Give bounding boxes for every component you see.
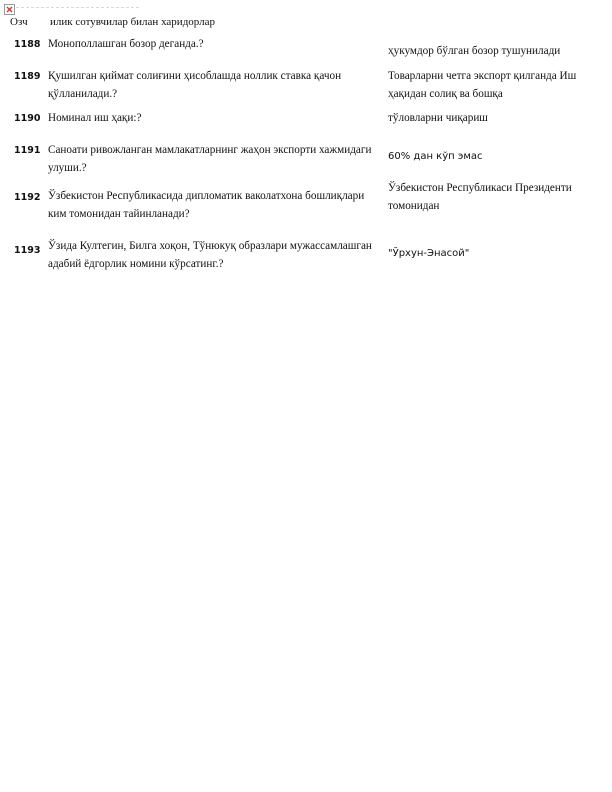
header-col-right: илик сотувчилар билан харидорлар: [50, 16, 216, 28]
question-text: Қушилган қиймат солиғини ҳисоблашда ноллик ставка қачон қўлланилади.?: [48, 70, 342, 100]
answer-text: 60% дан кўп эмас: [388, 151, 483, 162]
answer-text: Ўзбекистон Республикаси Президенти томонидан: [388, 182, 572, 212]
question-text: Ўзида Култегин, Билга хоқон, Тўнюкуқ образлари мужассамлашган адабий ёдгорлик номини кўрсатинг.?: [48, 240, 372, 270]
question-text: Номинал иш ҳақи:?: [48, 112, 142, 124]
faint-header-line: [16, 7, 140, 8]
answer-text: "Ўрхун-Энасой": [388, 248, 470, 259]
broken-image-icon: [4, 4, 15, 15]
row-number: 1192: [14, 192, 41, 203]
row-number: 1191: [14, 145, 41, 156]
row-number: 1188: [14, 39, 41, 50]
answer-text: тўловларни чиқариш: [388, 112, 488, 124]
question-text: Саноати ривожланган мамлакатларнинг жаҳон экспорти хажмидаги улуши.?: [48, 144, 372, 174]
header-col-left: Озч: [10, 16, 28, 28]
answer-text: Товарларни четга экспорт қилганда Иш ҳақидан солиқ ва бошқа: [388, 70, 577, 100]
answer-text: ҳукумдор бўлган бозор тушунилади: [388, 45, 561, 57]
row-number: 1193: [14, 245, 41, 256]
question-text: Ўзбекистон Республикасида дипломатик ваколатхона бошлиқлари ким томонидан тайинланади?: [48, 190, 365, 220]
row-number: 1190: [14, 113, 41, 124]
question-text: Монополлашган бозор деганда.?: [48, 38, 204, 50]
row-number: 1189: [14, 71, 41, 82]
